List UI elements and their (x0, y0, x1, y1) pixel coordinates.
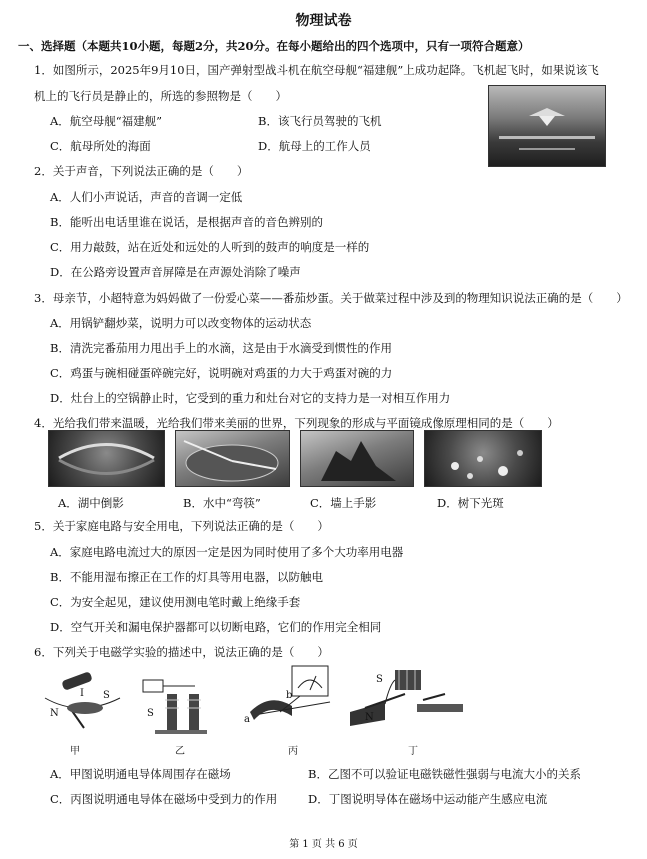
q6-option-b: B．乙图不可以验证电磁铁磁性强弱与电流大小的关系 (308, 767, 581, 781)
q6-option-a: A．甲图说明通电导体周围存在磁场 (50, 767, 231, 781)
motor-effect-diagram (345, 664, 470, 736)
q4-stem: 4．光给我们带来温暖，光给我们带来美丽的世界，下列现象的形成与平面镜成像原理相同的是（ ） (34, 416, 559, 430)
hand-shadow-icon (301, 431, 413, 486)
q3-option-a: A．用锅铲翻炒菜，说明力可以改变物体的运动状态 (50, 316, 312, 330)
q5-option-c: C．为安全起见，建议使用测电笔时戴上绝缘手套 (50, 595, 301, 609)
q3-option-c: C．鸡蛋与碗相碰蛋碎碗完好，说明碗对鸡蛋的力大于鸡蛋对碗的力 (50, 366, 393, 380)
q6-stem: 6．下列关于电磁学实验的描述中，说法正确的是（ ） (34, 645, 329, 659)
q2-option-b: B．能听出电话里谁在说话，是根据声音的音色辨别的 (50, 215, 323, 229)
q3-option-d: D．灶台上的空锅静止时，它受到的重力和灶台对它的支持力是一对相互作用力 (50, 391, 451, 405)
q3-stem: 3．母亲节，小超特意为妈妈做了一份爱心菜——番茄炒蛋。关于做菜过程中涉及到的物理知识说法正确的是（ ） (34, 291, 628, 305)
diagram-label-bing: 丙 (288, 746, 298, 757)
q1-option-a: A．航空母舰“福建舰” (50, 114, 163, 128)
q1-stem-line2: 机上的飞行员是静止的，所选的参照物是（ ） (34, 89, 287, 103)
chopstick-in-bowl-icon (176, 431, 289, 486)
bridge-reflection-icon (49, 431, 164, 486)
diagram-jia-mark-s: S (103, 690, 110, 701)
diagram-ding-mark-s: S (376, 674, 383, 685)
q1-option-b: B．该飞行员驾驶的飞机 (258, 114, 382, 128)
q1-stem-line1: 1．如图所示，2025年9月10日，国产弹射型战斗机在航空母舰“福建舰”上成功起降。飞机起飞时，如果说该飞 (34, 63, 599, 77)
sun-spots-icon (425, 431, 541, 486)
q1-option-d: D．航母上的工作人员 (258, 139, 371, 153)
q2-stem: 2．关于声音，下列说法正确的是（ ） (34, 164, 249, 178)
diagram-label-yi: 乙 (175, 746, 185, 757)
bent-chopstick-photo (175, 430, 290, 487)
diagram-ding-mark-n: N (365, 712, 374, 723)
diagram-jia-mark-n: N (50, 708, 59, 719)
section-heading: 一、选择题（本题共10小题，每题2分，共20分。在每小题给出的四个选项中，只有一项符合题意） (18, 39, 530, 53)
hand-shadow-photo (300, 430, 414, 487)
q6-option-d: D．丁图说明导体在磁场中运动能产生感应电流 (308, 792, 548, 806)
diagram-bing-mark-a: a (244, 714, 250, 725)
diagram-bing-mark-b: b (286, 690, 293, 701)
q5-option-d: D．空气开关和漏电保护器都可以切断电路，它们的作用完全相同 (50, 620, 382, 634)
q2-option-c: C．用力敲鼓，站在近处和远处的人听到的鼓声的响度是一样的 (50, 240, 370, 254)
compass-current-diagram (40, 668, 125, 738)
q2-option-a: A．人们小声说话，声音的音调一定低 (50, 190, 243, 204)
light-spots-photo (424, 430, 542, 487)
q5-option-a: A．家庭电路电流过大的原因一定是因为同时使用了多个大功率用电器 (50, 545, 404, 559)
jet-silhouette-icon (489, 86, 605, 166)
diagram-yi-mark-s: S (147, 708, 154, 719)
diagram-label-ding: 丁 (408, 746, 418, 757)
q4-option-b: B．水中“弯筷” (183, 496, 261, 510)
q1-option-c: C．航母所处的海面 (50, 139, 151, 153)
q4-option-a: A．湖中倒影 (58, 496, 124, 510)
lake-reflection-photo (48, 430, 165, 487)
diagram-jia-mark-i: I (80, 688, 84, 699)
page-title: 物理试卷 (295, 13, 352, 29)
electromagnet-diagram (135, 672, 215, 738)
q6-option-c: C．丙图说明通电导体在磁场中受到力的作用 (50, 792, 278, 806)
q4-option-d: D．树下光斑 (437, 496, 504, 510)
q4-option-c: C．墙上手影 (310, 496, 377, 510)
q5-stem: 5．关于家庭电路与安全用电，下列说法正确的是（ ） (34, 519, 329, 533)
page-footer: 第 1 页 共 6 页 (289, 839, 358, 850)
q5-option-b: B．不能用湿布擦正在工作的灯具等用电器，以防触电 (50, 570, 323, 584)
carrier-jet-photo (488, 85, 606, 167)
diagram-label-jia: 甲 (70, 746, 80, 757)
q3-option-b: B．清洗完番茄用力甩出手上的水滴，这是由于水滴受到惯性的作用 (50, 341, 392, 355)
q2-option-d: D．在公路旁设置声音屏障是在声源处消除了噪声 (50, 265, 301, 279)
